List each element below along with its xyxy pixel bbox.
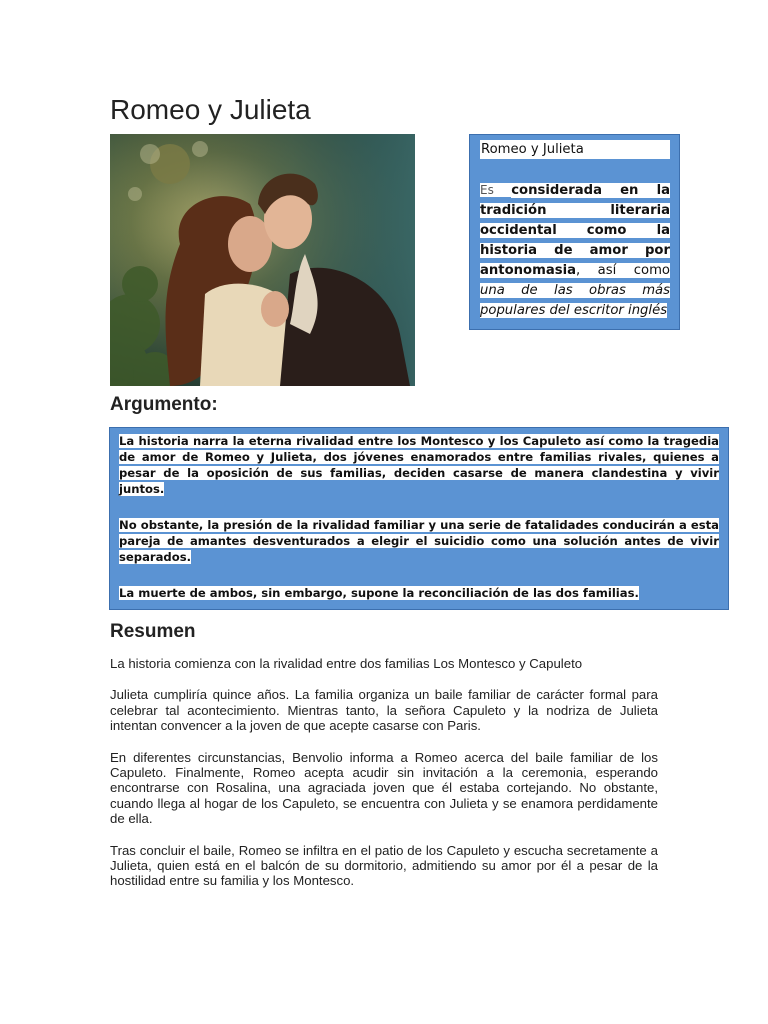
argumento-paragraph bbox=[119, 433, 719, 497]
argumento-paragraph bbox=[119, 517, 719, 565]
resumen-heading: Resumen bbox=[110, 621, 196, 642]
info-box-text-bold: considerada en la tradición literaria occidental como la historia de amor por antonomasia bbox=[480, 183, 670, 278]
resumen-section bbox=[110, 656, 658, 905]
resumen-paragraph: La historia comienza con la rivalidad entre dos familias Los Montesco y Capuleto bbox=[110, 656, 583, 671]
argumento-text: No obstante, la presión de la rivalidad familiar y una serie de fatalidades conducirán a esta pareja de amantes desventurados a elegir el suicidio como una solución antes de vivir separados. bbox=[119, 518, 719, 564]
info-box-text-lead: Es bbox=[480, 183, 512, 197]
resumen-paragraph: En diferentes circunstancias, Benvolio informa a Romeo acerca del baile familiar de los Capuleto. Finalmente, Romeo acepta acudir sin invitación a la ceremonia, esperando encontrarse con Rosalina, una agraciada joven que él estaba cortejando. No obstante, cuando llega al hogar de los Capuleto, se encuentra con Julieta y se enamora perdidamente de ella. bbox=[110, 749, 658, 827]
info-box-title: Romeo y Julieta bbox=[480, 140, 670, 159]
argumento-box bbox=[109, 427, 729, 610]
info-box bbox=[469, 134, 680, 330]
resumen-paragraph: Julieta cumpliría quince años. La familia organiza un baile familiar de carácter formal para celebrar tal acontecimiento. Mientras tanto, la señora Capuleto y la nodriza de Julieta intentan convencer a la joven de que acepte casarse con Paris. bbox=[110, 687, 658, 734]
info-box-text-italic: una de las obras más populares del escritor inglés bbox=[480, 283, 670, 318]
resumen-paragraph: Tras concluir el baile, Romeo se infiltra en el patio de los Capuleto y escucha secretamente a Julieta, quien está en el balcón de su dormitorio, admitiendo su amor por él a pesar de la hostilidad entre su familia y los Montesco. bbox=[110, 842, 658, 889]
romeo-juliet-photo bbox=[110, 134, 415, 386]
info-box-text-mid: , así como bbox=[576, 263, 670, 278]
argumento-text: La muerte de ambos, sin embargo, supone la reconciliación de las dos familias. bbox=[119, 586, 639, 600]
argumento-paragraph bbox=[119, 585, 719, 601]
page-title: Romeo y Julieta bbox=[110, 94, 311, 125]
argumento-text: La historia narra la eterna rivalidad entre los Montesco y los Capuleto así como la tragedia de amor de Romeo y Julieta, dos jóvenes enamorados entre familias rivales, quienes a pesar de la oposición de sus familias, deciden casarse de manera clandestina y vivir juntos. bbox=[119, 434, 719, 496]
argumento-heading: Argumento: bbox=[110, 394, 218, 415]
info-box-text bbox=[480, 180, 670, 320]
